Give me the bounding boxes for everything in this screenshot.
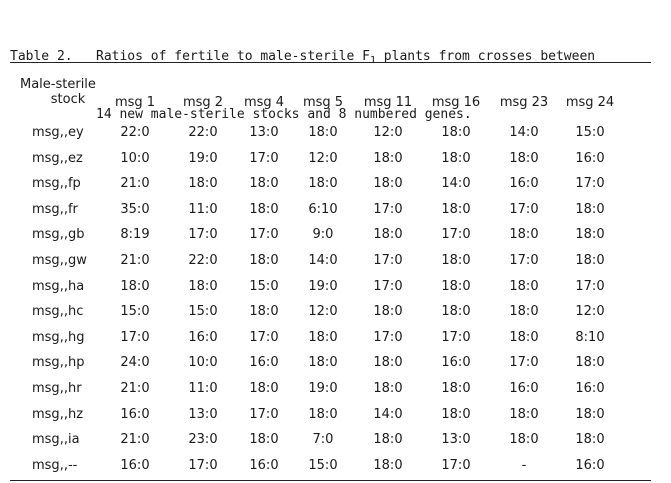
ratio-cell: 10:0 — [188, 355, 218, 371]
row-stock-label: msg,,ez — [32, 150, 83, 166]
ratio-cell: 24:0 — [120, 355, 150, 371]
ratio-cell: 13:0 — [441, 432, 471, 448]
top-rule — [10, 62, 651, 63]
ratio-cell: 18:0 — [575, 201, 605, 217]
ratio-cell: 15:0 — [249, 278, 279, 294]
ratio-cell: 21:0 — [120, 432, 150, 448]
column-header: msg 24 — [565, 95, 615, 110]
ratio-cell: 18:0 — [575, 406, 605, 422]
ratio-cell: 18:0 — [441, 253, 471, 268]
ratio-cell: 22:0 — [188, 125, 218, 140]
ratio-cell: 17:0 — [373, 253, 403, 268]
ratio-cell: 18:0 — [509, 406, 539, 422]
ratio-cell: 17:0 — [575, 176, 605, 192]
ratio-cell: 14:0 — [373, 406, 403, 422]
ratio-cell: 15:0 — [188, 304, 218, 320]
column-header: msg 23 — [499, 95, 549, 110]
ratio-cell: 16:0 — [575, 381, 605, 396]
row-stock-label: msg,,gb — [32, 227, 85, 243]
ratio-cell: 17:0 — [249, 329, 279, 345]
row-stock-label: msg,,hp — [32, 355, 85, 371]
ratio-cell: 18:0 — [249, 176, 279, 192]
ratio-cell: 15:0 — [308, 457, 338, 473]
row-stock-label: msg,,hz — [32, 406, 84, 422]
ratio-cell: 21:0 — [120, 253, 150, 268]
column-header: msg 5 — [302, 95, 344, 110]
ratio-cell: 16:0 — [441, 355, 471, 371]
ratio-cell: 18:0 — [188, 176, 218, 192]
ratio-cell: 11:0 — [188, 201, 218, 217]
ratio-cell: 21:0 — [120, 381, 150, 396]
ratio-cell: 17:0 — [441, 329, 471, 345]
column-header: msg 2 — [182, 95, 224, 110]
caption-subscript: 1 — [369, 55, 376, 66]
ratio-cell: 18:0 — [441, 381, 471, 396]
ratio-cell: 18:0 — [509, 227, 539, 243]
ratio-cell: 17:0 — [509, 253, 539, 268]
row-stock-label: msg,,fp — [32, 176, 81, 192]
ratio-cell: 18:0 — [509, 329, 539, 345]
ratio-cell: 18:0 — [308, 329, 338, 345]
ratio-cell: 7:0 — [312, 432, 334, 448]
ratio-cell: 8:10 — [575, 329, 605, 345]
ratio-cell: 18:0 — [373, 381, 403, 396]
column-header: msg 4 — [243, 95, 285, 110]
ratio-cell: 16:0 — [575, 150, 605, 166]
ratio-cell: 15:0 — [575, 125, 605, 140]
ratio-cell: 18:0 — [509, 304, 539, 320]
ratio-cell: 16:0 — [575, 457, 605, 473]
column-header: msg 16 — [431, 95, 481, 110]
ratio-cell: 16:0 — [120, 457, 150, 473]
ratio-cell: 6:10 — [308, 201, 338, 217]
ratio-cell: 23:0 — [188, 432, 218, 448]
caption-line-2: 14 new male-sterile stocks and 8 numbered genes. — [96, 107, 472, 122]
ratio-cell: 18:0 — [441, 125, 471, 140]
ratio-cell: 17:0 — [509, 201, 539, 217]
row-stock-label: msg,,ey — [32, 125, 84, 140]
column-header: msg 11 — [363, 95, 413, 110]
ratio-cell: 18:0 — [441, 150, 471, 166]
ratio-cell: 17:0 — [373, 278, 403, 294]
ratio-cell: 14:0 — [308, 253, 338, 268]
ratio-cell: 21:0 — [120, 176, 150, 192]
ratio-cell: 17:0 — [249, 406, 279, 422]
ratio-cell: 17:0 — [249, 150, 279, 166]
ratio-cell: 17:0 — [373, 329, 403, 345]
stock-header-line-1: Male-sterile — [20, 77, 96, 92]
ratio-cell: 18:0 — [373, 304, 403, 320]
ratio-cell: 18:0 — [308, 176, 338, 192]
bottom-rule — [10, 480, 651, 481]
ratio-cell: 17:0 — [373, 201, 403, 217]
ratio-cell: 19:0 — [308, 278, 338, 294]
ratio-cell: 18:0 — [373, 176, 403, 192]
ratio-cell: 18:0 — [575, 227, 605, 243]
ratio-cell: 16:0 — [509, 176, 539, 192]
ratio-cell: 18:0 — [509, 150, 539, 166]
row-stock-label: msg,,hg — [32, 329, 85, 345]
ratio-cell: 8:19 — [120, 227, 150, 243]
ratio-cell: 17:0 — [441, 457, 471, 473]
ratio-cell: 13:0 — [249, 125, 279, 140]
ratio-cell: 18:0 — [249, 304, 279, 320]
table-number: Table 2. — [10, 49, 73, 64]
row-stock-label: msg,,gw — [32, 253, 87, 268]
ratio-cell: 18:0 — [373, 150, 403, 166]
ratio-cell: 18:0 — [249, 432, 279, 448]
ratio-cell: 18:0 — [188, 278, 218, 294]
ratio-cell: 16:0 — [120, 406, 150, 422]
ratio-cell: 16:0 — [188, 329, 218, 345]
ratio-cell: 18:0 — [575, 355, 605, 371]
ratio-cell: 19:0 — [308, 381, 338, 396]
ratio-cell: 18:0 — [441, 278, 471, 294]
row-stock-label: msg,,ia — [32, 432, 80, 448]
ratio-cell: 12:0 — [575, 304, 605, 320]
ratio-cell: 18:0 — [373, 355, 403, 371]
ratio-cell: 18:0 — [441, 406, 471, 422]
row-stock-label: msg,,ha — [32, 278, 85, 294]
ratio-cell: 18:0 — [509, 278, 539, 294]
ratio-cell: 18:0 — [373, 227, 403, 243]
row-stock-label: msg,,fr — [32, 201, 78, 217]
caption-text-part-1: Ratios of fertile to male-sterile F — [96, 49, 370, 64]
ratio-cell: 19:0 — [188, 150, 218, 166]
ratio-cell: 15:0 — [120, 304, 150, 320]
ratio-cell: 35:0 — [120, 201, 150, 217]
row-stock-label: msg,,hc — [32, 304, 84, 320]
ratio-cell: 9:0 — [312, 227, 334, 243]
ratio-cell: 17:0 — [120, 329, 150, 345]
ratio-cell: 18:0 — [308, 406, 338, 422]
ratio-cell: 12:0 — [308, 304, 338, 320]
ratio-cell: 18:0 — [575, 253, 605, 268]
ratio-cell: 18:0 — [441, 201, 471, 217]
ratio-cell: 14:0 — [509, 125, 539, 140]
stock-header-line-2: stock — [50, 92, 86, 107]
ratio-cell: 16:0 — [509, 381, 539, 396]
row-stock-label: msg,,hr — [32, 381, 82, 396]
ratio-cell: 17:0 — [509, 355, 539, 371]
ratio-cell: 18:0 — [373, 457, 403, 473]
ratio-cell: 17:0 — [188, 227, 218, 243]
ratio-cell: 18:0 — [441, 304, 471, 320]
ratio-cell: 17:0 — [249, 227, 279, 243]
ratio-cell: 18:0 — [249, 381, 279, 396]
ratio-cell: 18:0 — [120, 278, 150, 294]
ratio-cell: 22:0 — [120, 125, 150, 140]
row-stock-label: msg,,-- — [32, 457, 78, 473]
ratio-cell: 18:0 — [575, 432, 605, 448]
ratio-cell: - — [521, 457, 527, 473]
ratio-cell: 11:0 — [188, 381, 218, 396]
ratio-cell: 22:0 — [188, 253, 218, 268]
ratio-cell: 16:0 — [249, 457, 279, 473]
ratio-cell: 12:0 — [308, 150, 338, 166]
ratio-cell: 18:0 — [373, 432, 403, 448]
ratio-cell: 13:0 — [188, 406, 218, 422]
ratio-cell: 18:0 — [308, 125, 338, 140]
ratio-cell: 18:0 — [509, 432, 539, 448]
caption-text-part-2: plants from crosses between — [375, 49, 596, 64]
ratio-cell: 14:0 — [441, 176, 471, 192]
ratio-cell: 17:0 — [441, 227, 471, 243]
caption-line-1 — [10, 48, 595, 70]
ratio-cell: 10:0 — [120, 150, 150, 166]
ratio-cell: 18:0 — [308, 355, 338, 371]
ratio-cell: 17:0 — [188, 457, 218, 473]
column-header: msg 1 — [114, 95, 156, 110]
ratio-cell: 12:0 — [373, 125, 403, 140]
ratio-cell: 18:0 — [249, 201, 279, 217]
ratio-cell: 17:0 — [575, 278, 605, 294]
ratio-cell: 18:0 — [249, 253, 279, 268]
ratio-cell: 16:0 — [249, 355, 279, 371]
